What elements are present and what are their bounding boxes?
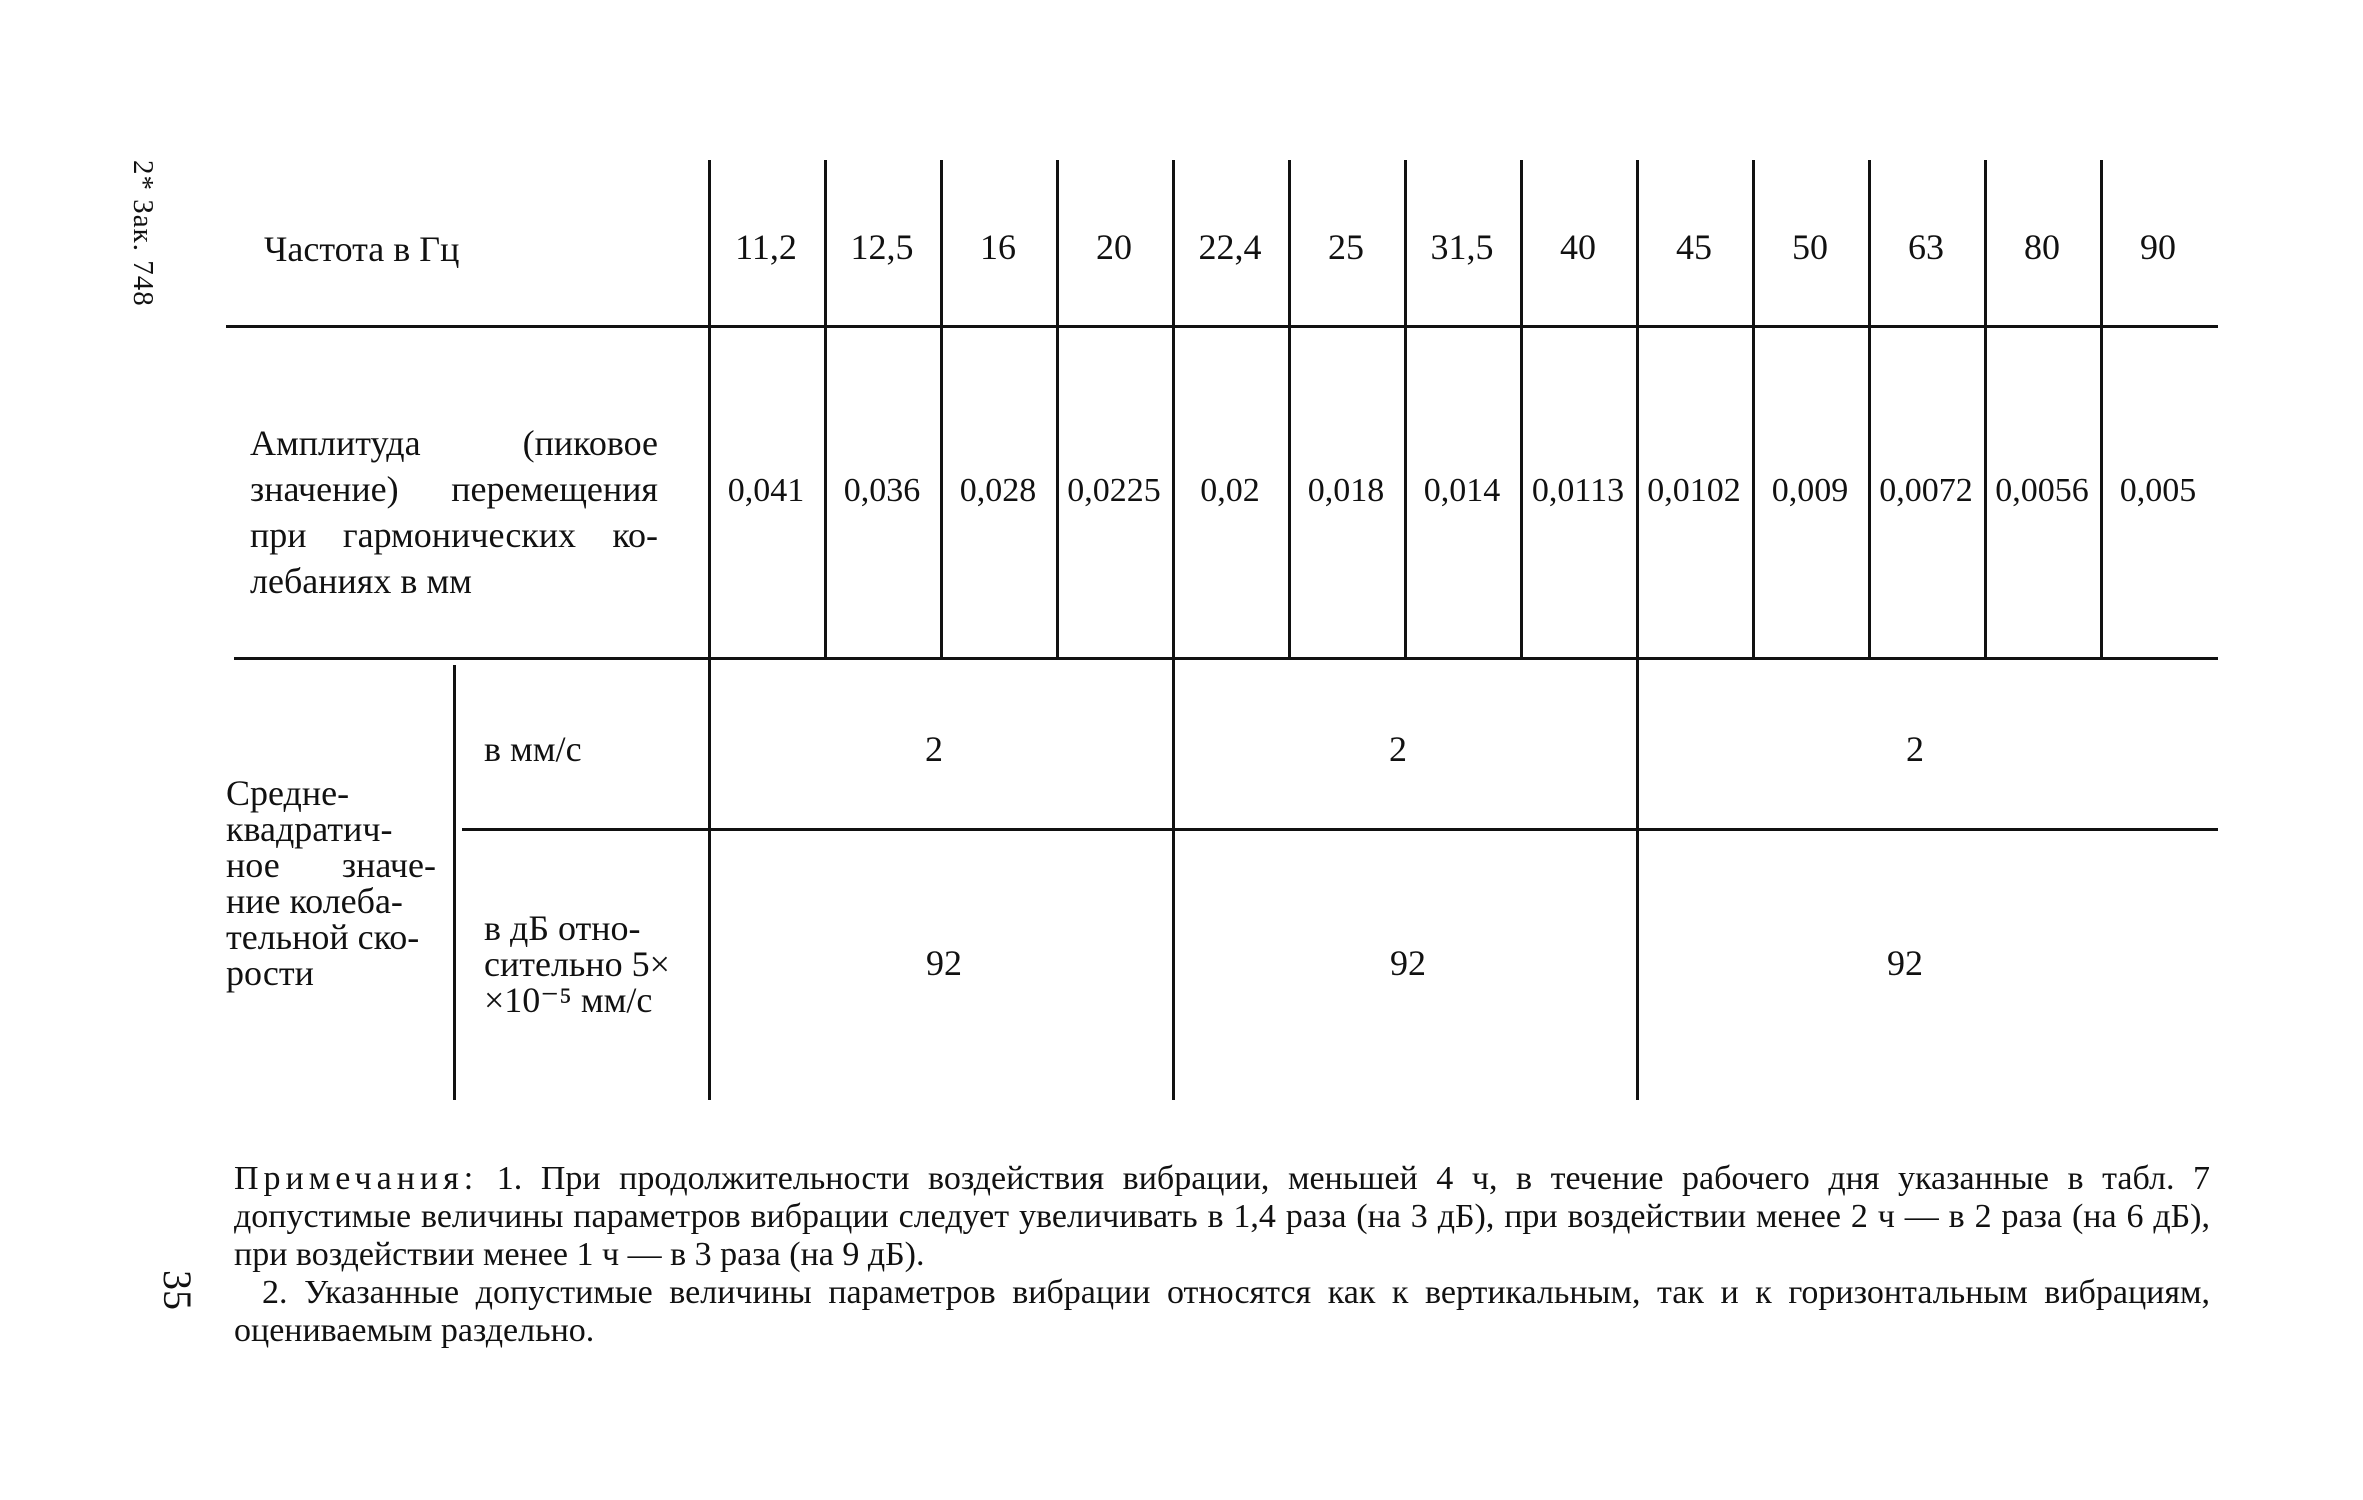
amplitude-value: 0,0056 [1995, 472, 2089, 509]
amplitude-value: 0,0102 [1647, 472, 1741, 509]
side-note: 2* Зак. 748 [127, 160, 159, 307]
frequency-value: 12,5 [850, 227, 914, 267]
frequency-value: 20 [1096, 227, 1132, 267]
frequency-value: 16 [980, 227, 1016, 267]
rule-header-bottom [226, 325, 2218, 328]
frequency-value: 90 [2140, 227, 2176, 267]
rule-col-divider [1404, 160, 1407, 657]
rule-col-divider [1984, 160, 1987, 657]
amplitude-value: 0,018 [1307, 472, 1385, 509]
amplitude-value: 0,041 [727, 472, 805, 509]
rule-amplitude-bottom [234, 657, 2218, 660]
db-label [484, 910, 704, 1018]
db-label-line: сительно 5× [484, 944, 670, 984]
rule-col-divider [1056, 160, 1059, 657]
db-value: 92 [1390, 943, 1426, 983]
note-2: 2. Указанные допустимые величины параметров вибрации относятся как к вертикальным, так и к горизонтальным вибрациям, оцениваемым раздельно. [234, 1274, 2210, 1349]
rms-label-line: квадратич- [226, 809, 393, 849]
rule-mms-bottom [462, 828, 2218, 831]
rule-col-divider [1172, 160, 1175, 657]
rule-col-divider [940, 160, 943, 657]
amplitude-value: 0,014 [1423, 472, 1501, 509]
amplitude-label [250, 420, 658, 604]
rule-group-divider [1172, 657, 1175, 1100]
mms-label: в мм/с [484, 729, 582, 769]
frequency-value: 40 [1560, 227, 1596, 267]
frequency-value: 22,4 [1198, 227, 1262, 267]
frequency-value: 45 [1676, 227, 1712, 267]
amplitude-value: 0,0113 [1531, 472, 1625, 509]
rule-col-divider [824, 160, 827, 657]
rms-label-line: тельной ско- [226, 917, 420, 957]
rule-col-left [708, 160, 711, 1100]
notes-heading: Примечания: [234, 1160, 479, 1197]
mms-value: 2 [1389, 729, 1407, 769]
frequency-value: 50 [1792, 227, 1828, 267]
frequency-value: 11,2 [735, 227, 797, 267]
rule-col-divider [1636, 160, 1639, 657]
rule-sublabel-divider [453, 665, 456, 1100]
amplitude-label-line: значение) перемещения [250, 469, 658, 509]
frequency-label: Частота в Гц [264, 229, 460, 269]
mms-value: 2 [925, 729, 943, 769]
db-value: 92 [926, 943, 962, 983]
rule-col-divider [1520, 160, 1523, 657]
rms-label-line: Средне- [226, 773, 350, 813]
rms-label-line: рости [226, 953, 314, 993]
rule-group-divider [1636, 657, 1639, 1100]
frequency-value: 31,5 [1430, 227, 1494, 267]
frequency-value: 25 [1328, 227, 1364, 267]
rms-label-line: ное значе- [226, 845, 436, 885]
note-1 [234, 1160, 2210, 1274]
amplitude-value: 0,036 [843, 472, 921, 509]
amplitude-value: 0,005 [2119, 472, 2197, 509]
mms-value: 2 [1906, 729, 1924, 769]
amplitude-value: 0,0072 [1879, 472, 1973, 509]
page-number: 35 [155, 1270, 200, 1310]
rms-label [226, 775, 436, 991]
note-1-text: 1. При продолжительности воздействия вибрации, меньшей 4 ч, в течение рабочего дня указанные в табл. 7 допустимые величины параметров вибрации следует увеличивать в 1,4 раза (на 3 дБ), при воздействии менее 2 ч — в 2 раза (на 6 дБ), при воздействии менее 1 ч — в 3 раза (на 9 дБ). [234, 1160, 2211, 1273]
frequency-value: 80 [2024, 227, 2060, 267]
amplitude-label-line: лебаниях в мм [250, 561, 472, 601]
notes [234, 1160, 2210, 1350]
rms-label-line: ние колеба- [226, 881, 403, 921]
db-label-line: ×10⁻⁵ мм/с [484, 980, 653, 1020]
rule-col-divider [1288, 160, 1291, 657]
amplitude-value: 0,009 [1771, 472, 1849, 509]
amplitude-value: 0,028 [959, 472, 1037, 509]
rule-col-divider [2100, 160, 2103, 657]
amplitude-label-line: при гармонических ко- [250, 515, 658, 555]
amplitude-label-line: Амплитуда (пиковое [250, 423, 658, 463]
rule-col-divider [1868, 160, 1871, 657]
frequency-value: 63 [1908, 227, 1944, 267]
rule-col-divider [1752, 160, 1755, 657]
db-value: 92 [1887, 943, 1923, 983]
amplitude-value: 0,0225 [1067, 472, 1161, 509]
db-label-line: в дБ отно- [484, 908, 641, 948]
amplitude-value: 0,02 [1200, 472, 1260, 509]
